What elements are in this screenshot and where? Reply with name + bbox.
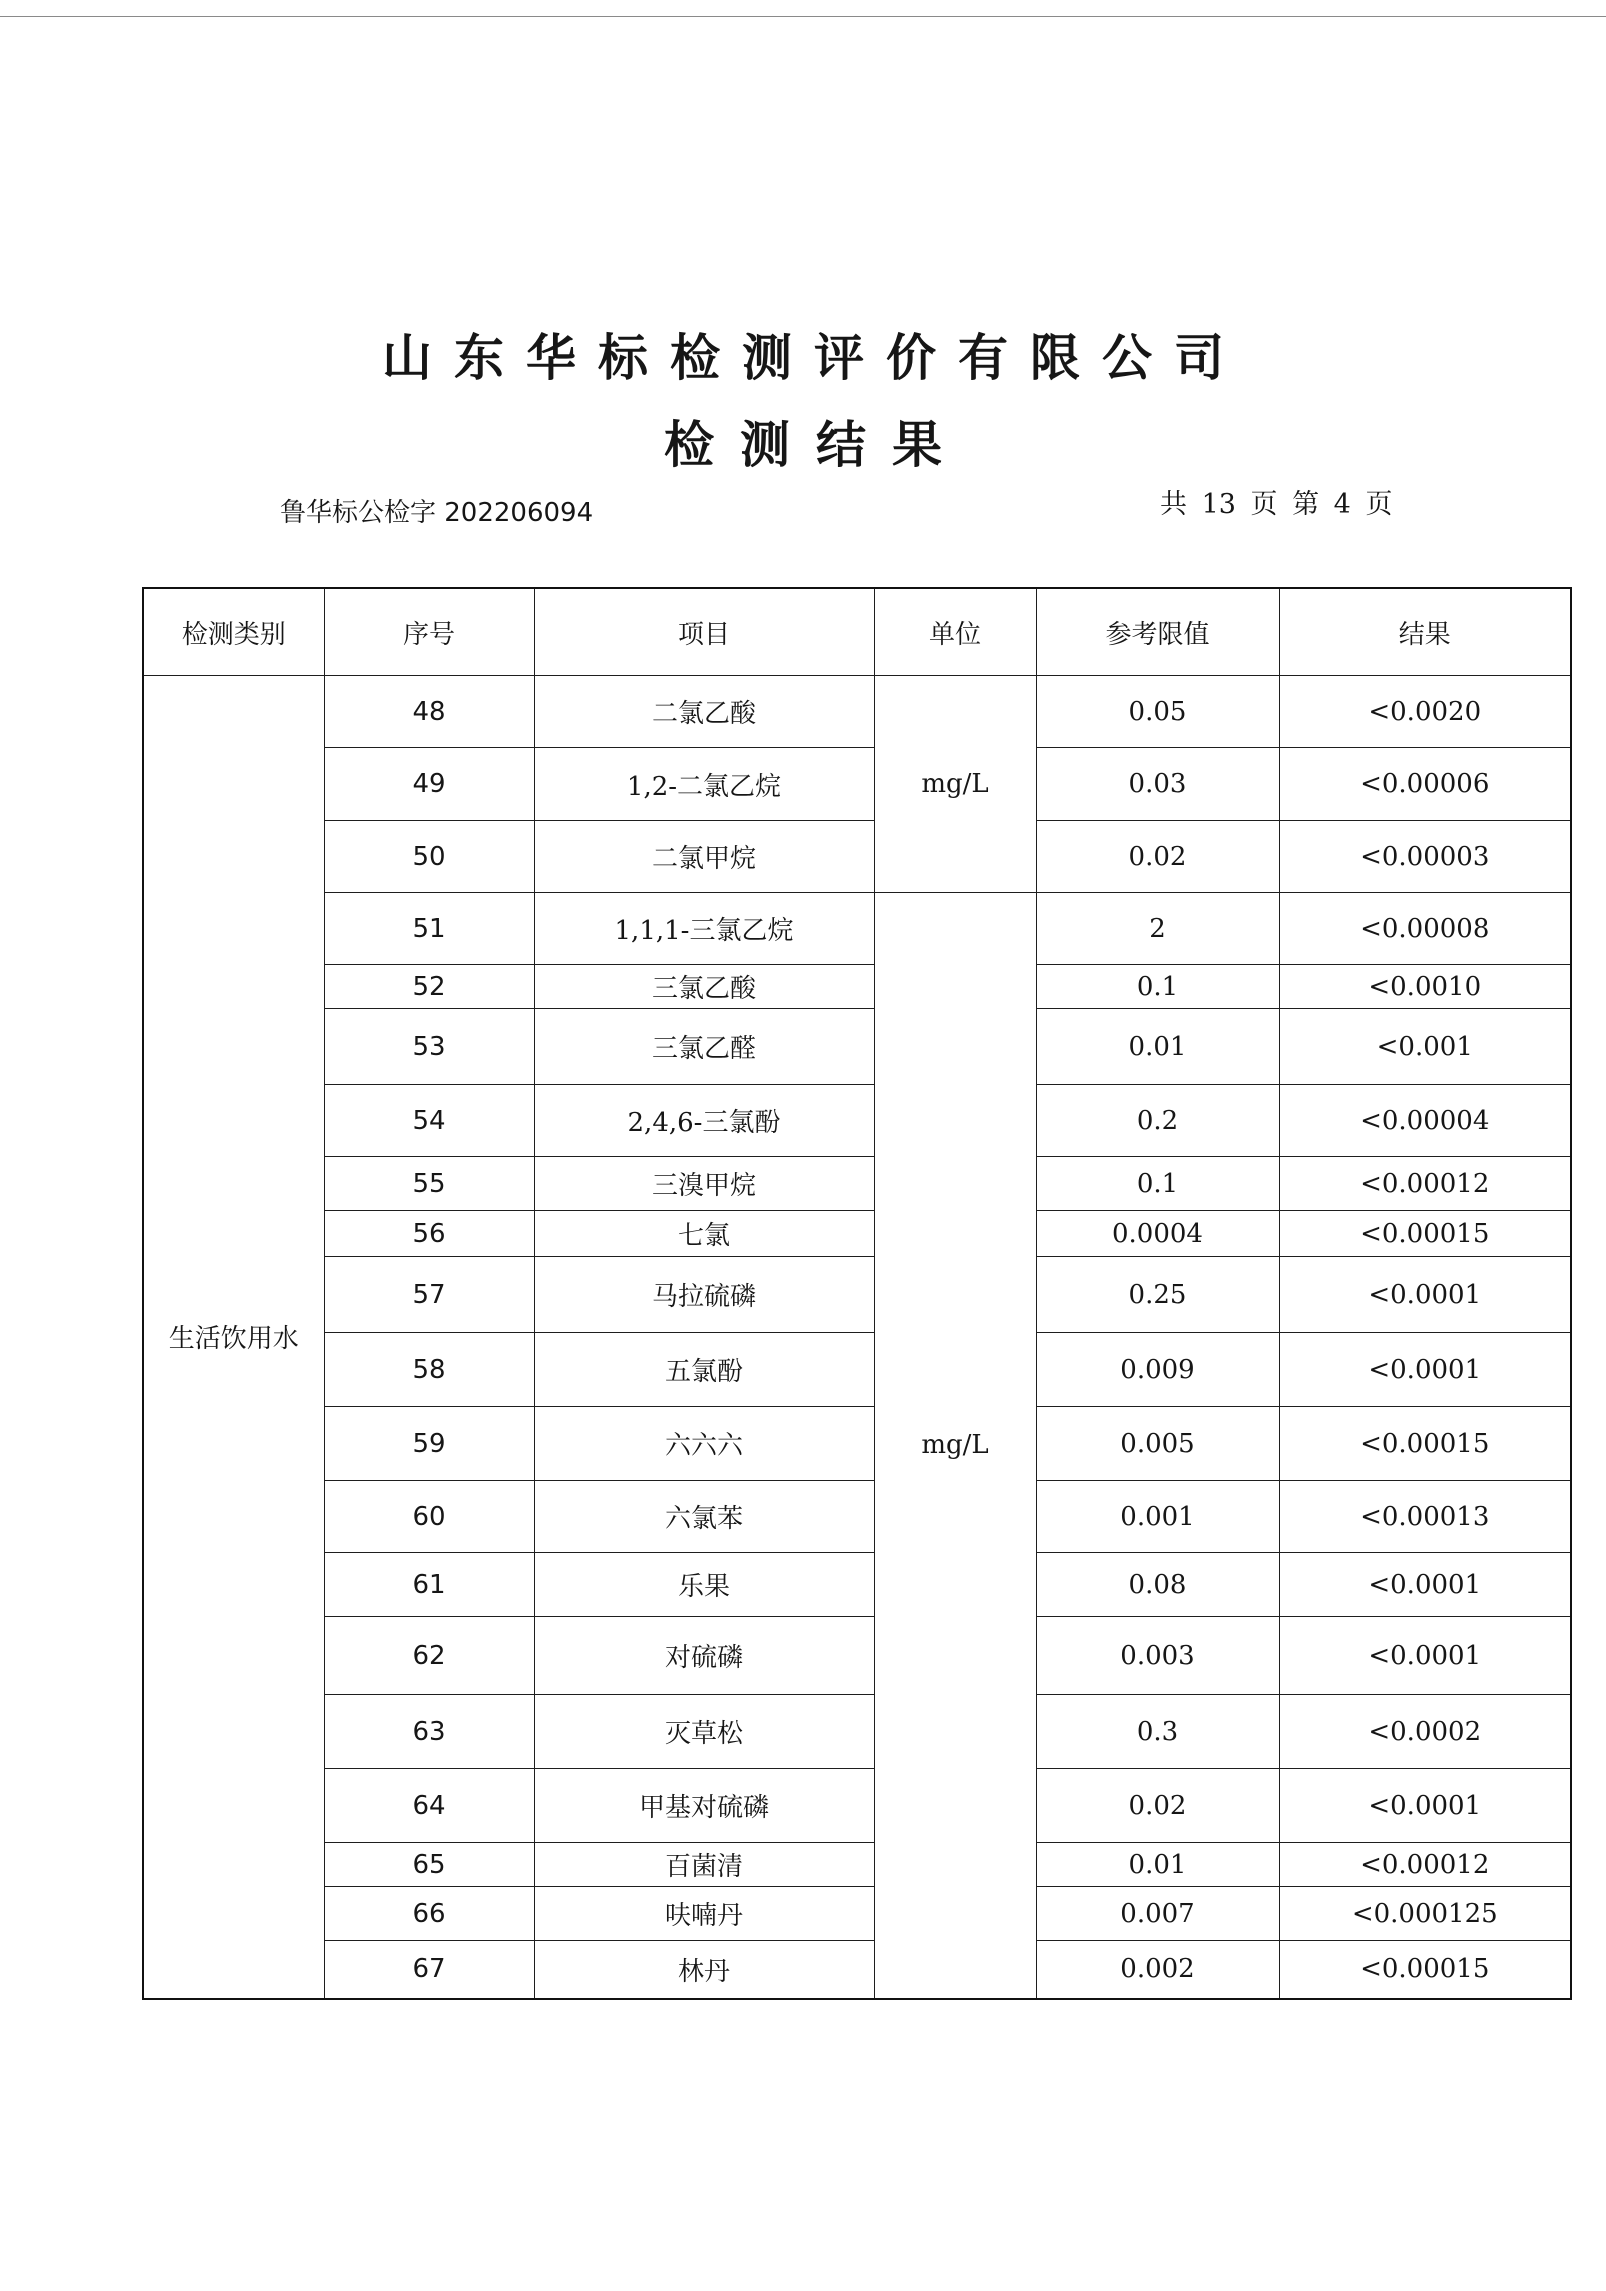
row-limit: 0.0004 — [1036, 1211, 1279, 1257]
table-row — [143, 1695, 1571, 1769]
row-item: 林丹 — [534, 1941, 874, 1999]
header-unit: 单位 — [874, 588, 1036, 676]
row-limit: 0.01 — [1036, 1843, 1279, 1887]
row-number: 64 — [324, 1769, 534, 1843]
row-number: 53 — [324, 1009, 534, 1085]
row-item: 2,4,6-三氯酚 — [534, 1085, 874, 1157]
row-result: <0.001 — [1279, 1009, 1571, 1085]
table-row — [143, 1407, 1571, 1481]
header-item: 项目 — [534, 588, 874, 676]
row-result: <0.0001 — [1279, 1553, 1571, 1617]
row-number: 52 — [324, 965, 534, 1009]
row-number: 54 — [324, 1085, 534, 1157]
row-result: <0.000125 — [1279, 1887, 1571, 1941]
row-limit: 0.03 — [1036, 748, 1279, 821]
row-item: 六氯苯 — [534, 1481, 874, 1553]
row-number: 61 — [324, 1553, 534, 1617]
row-result: <0.0001 — [1279, 1333, 1571, 1407]
row-result: <0.0001 — [1279, 1257, 1571, 1333]
row-result: <0.00015 — [1279, 1211, 1571, 1257]
table-row — [143, 1553, 1571, 1617]
table-row — [143, 1211, 1571, 1257]
row-number: 67 — [324, 1941, 534, 1999]
row-limit: 0.001 — [1036, 1481, 1279, 1553]
row-number: 60 — [324, 1481, 534, 1553]
row-number: 57 — [324, 1257, 534, 1333]
unit-cell-group-1: mg/L — [874, 676, 1036, 893]
table-row — [143, 1333, 1571, 1407]
unit-cell-group-2: mg/L — [874, 893, 1036, 1999]
row-result: <0.0001 — [1279, 1617, 1571, 1695]
table-row — [143, 676, 1571, 748]
table-row — [143, 1009, 1571, 1085]
page-info: 共 13 页 第 4 页 — [1160, 489, 1393, 520]
table-row — [143, 1941, 1571, 1999]
table-row — [143, 1843, 1571, 1887]
row-item: 七氯 — [534, 1211, 874, 1257]
company-name: 山东华标检测评价有限公司 — [382, 328, 1246, 387]
row-limit: 0.25 — [1036, 1257, 1279, 1333]
row-item: 1,1,1-三氯乙烷 — [534, 893, 874, 965]
row-limit: 0.08 — [1036, 1553, 1279, 1617]
document-title: 检测结果 — [664, 415, 968, 474]
row-limit: 0.05 — [1036, 676, 1279, 748]
header-category: 检测类别 — [143, 588, 324, 676]
row-limit: 0.01 — [1036, 1009, 1279, 1085]
row-item: 六六六 — [534, 1407, 874, 1481]
table-row — [143, 893, 1571, 965]
row-result: <0.00012 — [1279, 1157, 1571, 1211]
row-result: <0.0001 — [1279, 1769, 1571, 1843]
row-limit: 0.1 — [1036, 1157, 1279, 1211]
row-result: <0.00004 — [1279, 1085, 1571, 1157]
row-number: 65 — [324, 1843, 534, 1887]
row-result: <0.0002 — [1279, 1695, 1571, 1769]
row-limit: 0.002 — [1036, 1941, 1279, 1999]
header-seq: 序号 — [324, 588, 534, 676]
table-row — [143, 748, 1571, 821]
row-limit: 0.005 — [1036, 1407, 1279, 1481]
row-result: <0.00008 — [1279, 893, 1571, 965]
table-row — [143, 1481, 1571, 1553]
table-row — [143, 1085, 1571, 1157]
table-row — [143, 1769, 1571, 1843]
row-item: 五氯酚 — [534, 1333, 874, 1407]
table-row — [143, 1887, 1571, 1941]
row-number: 48 — [324, 676, 534, 748]
row-number: 66 — [324, 1887, 534, 1941]
row-item: 灭草松 — [534, 1695, 874, 1769]
row-number: 56 — [324, 1211, 534, 1257]
row-limit: 0.3 — [1036, 1695, 1279, 1769]
results-table — [142, 587, 1572, 2000]
row-result: <0.00015 — [1279, 1407, 1571, 1481]
row-number: 55 — [324, 1157, 534, 1211]
row-result: <0.00006 — [1279, 748, 1571, 821]
table-row — [143, 1257, 1571, 1333]
row-limit: 0.009 — [1036, 1333, 1279, 1407]
row-result: <0.00012 — [1279, 1843, 1571, 1887]
table-row — [143, 821, 1571, 893]
row-limit: 0.007 — [1036, 1887, 1279, 1941]
category-cell: 生活饮用水 — [143, 676, 324, 1999]
row-number: 62 — [324, 1617, 534, 1695]
row-number: 51 — [324, 893, 534, 965]
row-result: <0.00003 — [1279, 821, 1571, 893]
row-number: 50 — [324, 821, 534, 893]
row-item: 马拉硫磷 — [534, 1257, 874, 1333]
row-item: 二氯乙酸 — [534, 676, 874, 748]
row-limit: 2 — [1036, 893, 1279, 965]
row-item: 乐果 — [534, 1553, 874, 1617]
top-rule — [0, 16, 1606, 17]
row-limit: 0.003 — [1036, 1617, 1279, 1695]
row-number: 49 — [324, 748, 534, 821]
header-result: 结果 — [1279, 588, 1571, 676]
header-limit: 参考限值 — [1036, 588, 1279, 676]
row-item: 1,2-二氯乙烷 — [534, 748, 874, 821]
row-item: 三氯乙酸 — [534, 965, 874, 1009]
table-row — [143, 965, 1571, 1009]
row-item: 呋喃丹 — [534, 1887, 874, 1941]
row-item: 二氯甲烷 — [534, 821, 874, 893]
row-result: <0.0020 — [1279, 676, 1571, 748]
row-result: <0.00013 — [1279, 1481, 1571, 1553]
row-number: 59 — [324, 1407, 534, 1481]
row-number: 63 — [324, 1695, 534, 1769]
row-limit: 0.1 — [1036, 965, 1279, 1009]
row-item: 三溴甲烷 — [534, 1157, 874, 1211]
row-limit: 0.2 — [1036, 1085, 1279, 1157]
report-number: 鲁华标公检字 202206094 — [280, 498, 594, 528]
row-limit: 0.02 — [1036, 821, 1279, 893]
row-item: 对硫磷 — [534, 1617, 874, 1695]
row-number: 58 — [324, 1333, 534, 1407]
table-header-row — [143, 588, 1571, 676]
row-result: <0.00015 — [1279, 1941, 1571, 1999]
row-item: 百菌清 — [534, 1843, 874, 1887]
row-item: 三氯乙醛 — [534, 1009, 874, 1085]
table-row — [143, 1157, 1571, 1211]
row-limit: 0.02 — [1036, 1769, 1279, 1843]
table-row — [143, 1617, 1571, 1695]
row-result: <0.0010 — [1279, 965, 1571, 1009]
row-item: 甲基对硫磷 — [534, 1769, 874, 1843]
